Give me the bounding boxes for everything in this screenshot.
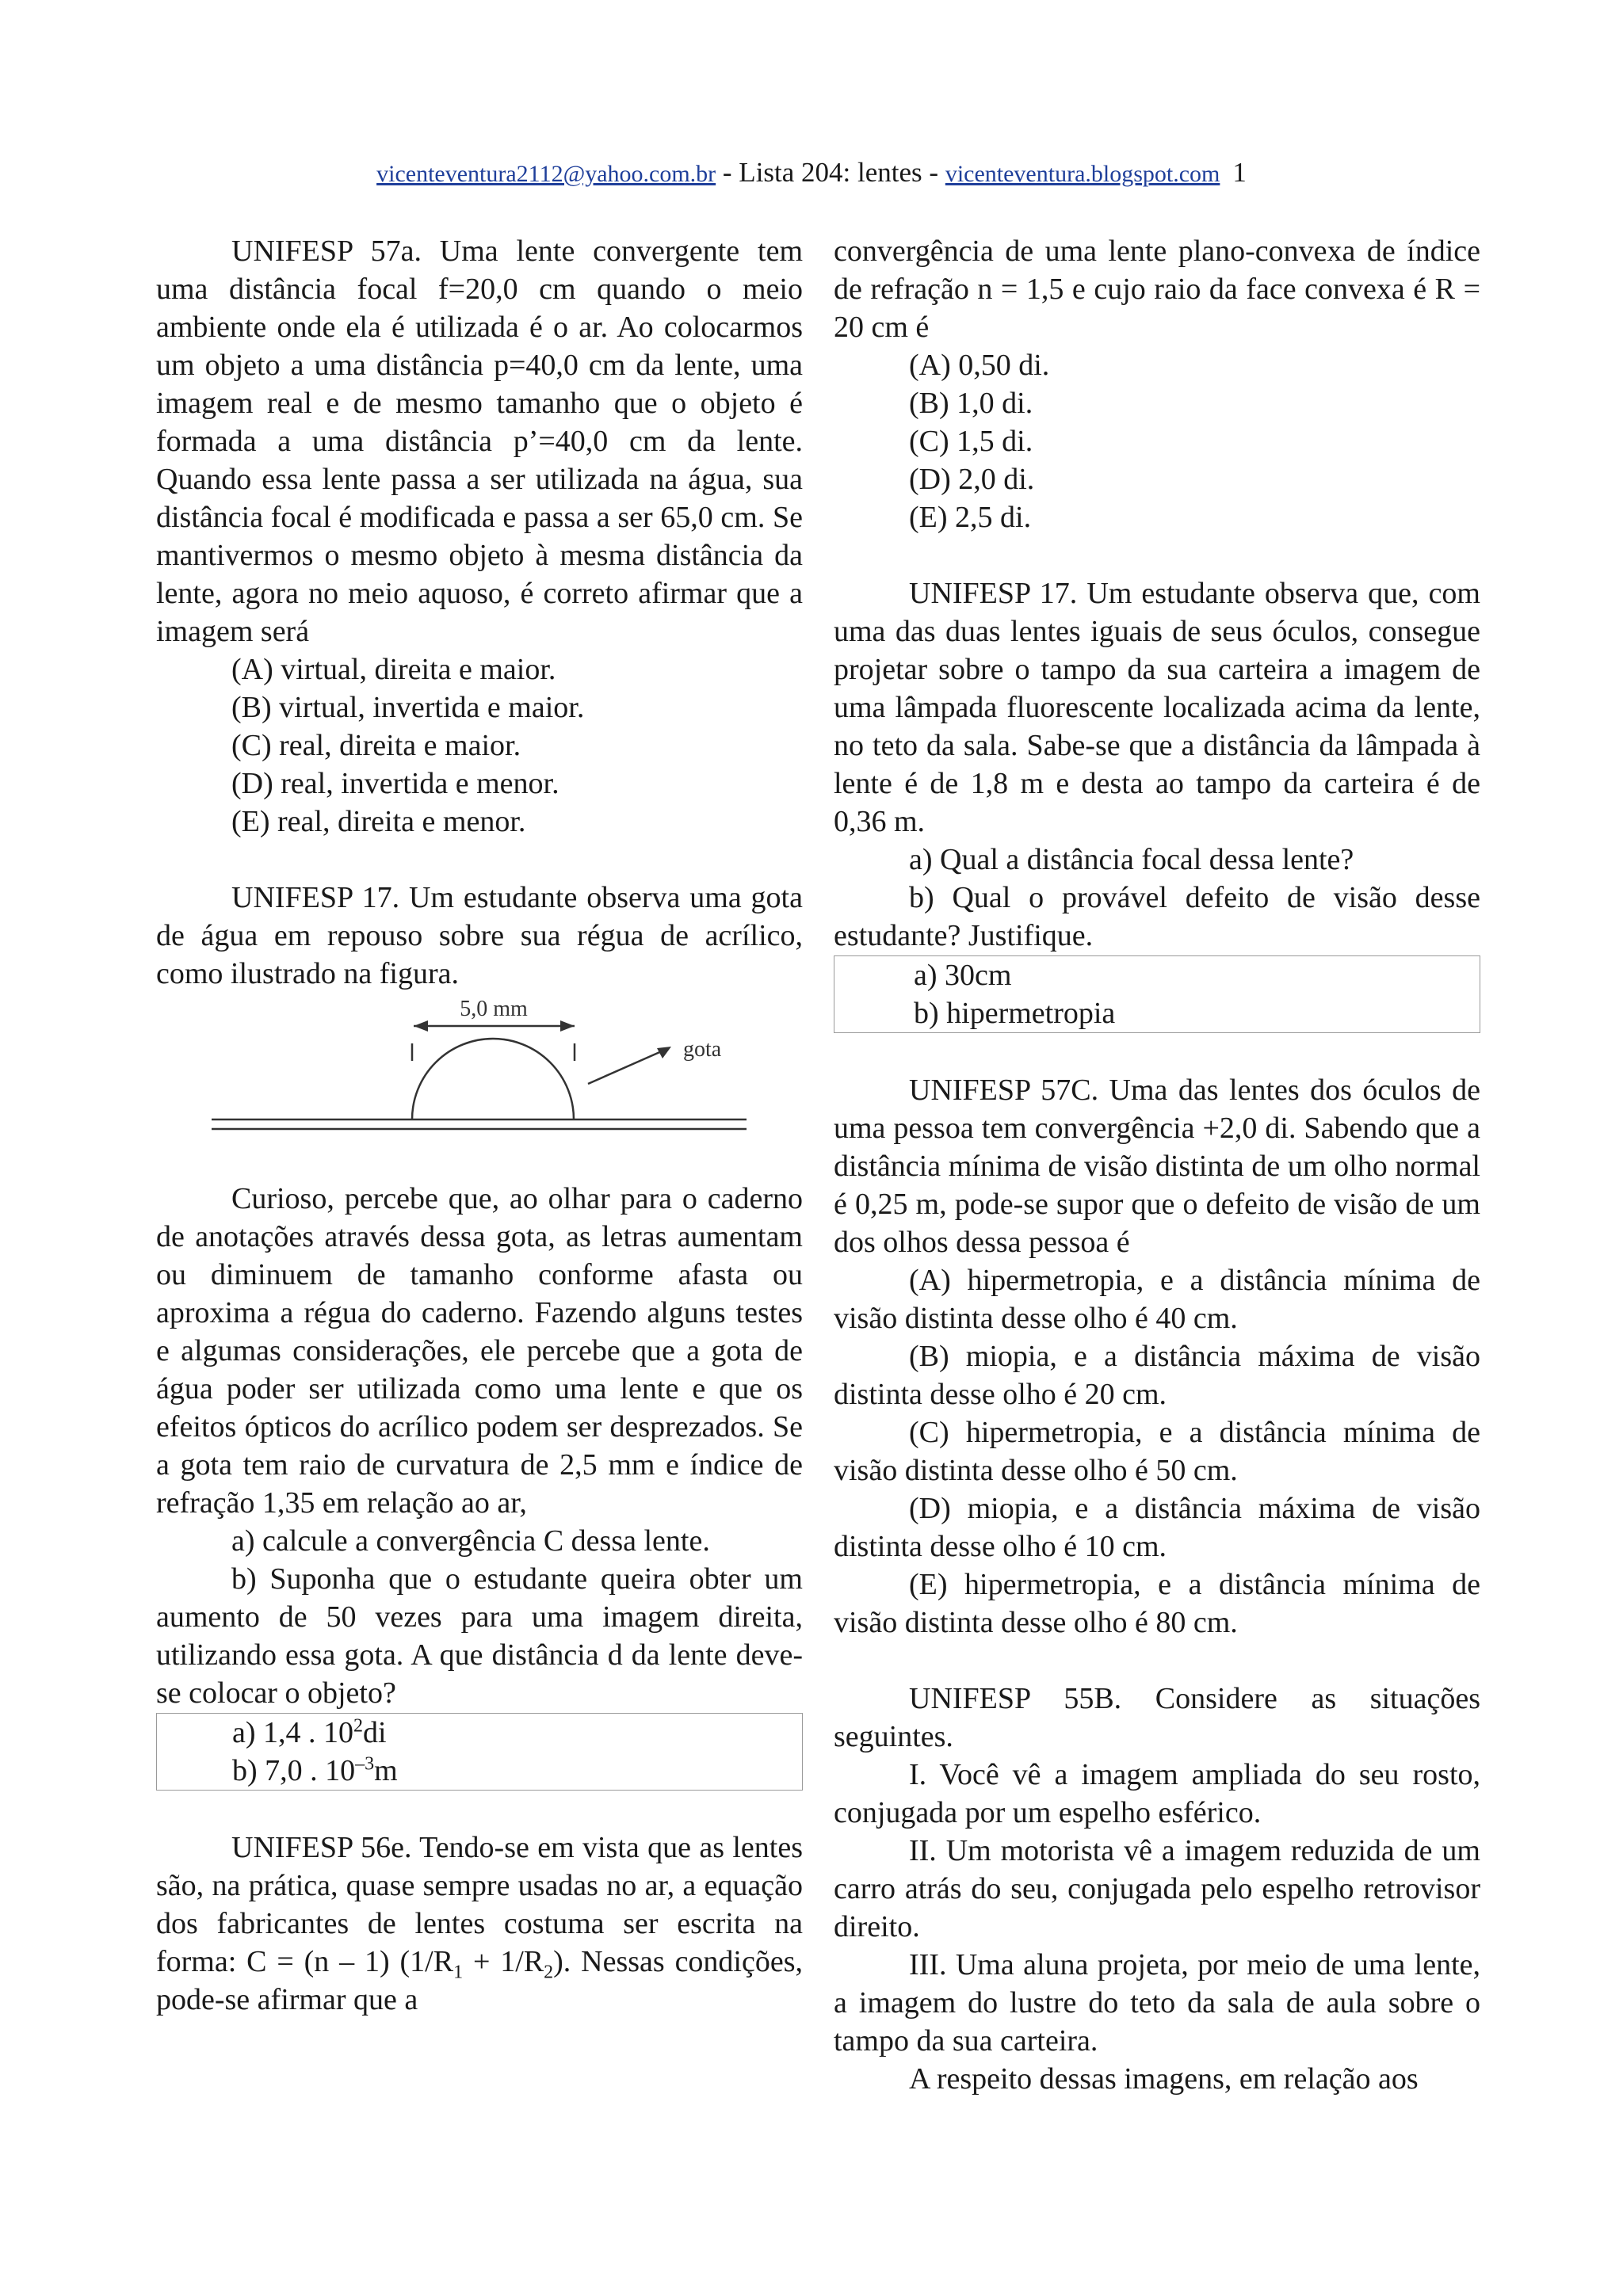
page-number: 1 [1232, 157, 1247, 188]
question-57a-option-c: (C) real, direita e maior. [231, 729, 521, 762]
question-17-drop-text: UNIFESP 17. Um estudante observa uma gota de água em repouso sobre sua régua de acrílico, como ilustrado na figura. [156, 881, 803, 990]
header-title: - Lista 204: lentes - [716, 157, 945, 188]
question-57c-text: UNIFESP 57C. Uma das lentes dos óculos de uma pessoa tem convergência +2,0 di. Sabendo que a distância mínima de visão distinta de um olho normal é 0,25 m, pode-se supor que o defeito de visão de um dos olhos dessa pessoa é [834, 1074, 1480, 1259]
question-56e-option-a: (A) 0,50 di. [909, 349, 1050, 382]
water-drop-figure [156, 993, 803, 1180]
question-57c-option-a: (A) hipermetropia, e a distância mínima de visão distinta desse olho é 40 cm. [834, 1264, 1480, 1335]
question-56e-option-b: (B) 1,0 di. [909, 387, 1033, 420]
question-17-lens-text: UNIFESP 17. Um estudante observa que, com uma das duas lentes iguais de seus óculos, consegue projetar sobre o tampo da sua carteira a imagem de uma lâmpada fluorescente localizada acima da lente, no teto da sala. Sabe-se que a distância da lâmpada à lente é de 1,8 m e desta ao tampo da carteira é de 0,36 m. [834, 577, 1480, 838]
page-header [0, 155, 1623, 192]
dimension-label: 5,0 mm [460, 997, 528, 1021]
answer-box-17-drop [156, 1713, 803, 1791]
answer-b: b) hipermetropia [914, 997, 1116, 1030]
answer-a: a) 1,4 . $10^2di$ [232, 1715, 387, 1749]
answer-b: b) 7,0 . $10^{-3}m$ [232, 1753, 398, 1787]
question-55b-text: UNIFESP 55B. Considere as situações seguintes. [834, 1682, 1480, 1753]
right-column [834, 232, 1480, 2098]
question-57a-option-d: (D) real, invertida e menor. [231, 767, 559, 800]
left-column [156, 232, 803, 2019]
question-57c-option-d: (D) miopia, e a distância máxima de visão distinta desse olho é 10 cm. [834, 1492, 1480, 1563]
question-57c-option-b: (B) miopia, e a distância máxima de visão distinta desse olho é 20 cm. [834, 1340, 1480, 1411]
dimension-arrow-left [414, 1020, 428, 1032]
question-17-item-a: a) calcule a convergência C dessa lente. [231, 1524, 710, 1558]
drop-label: gota [683, 1037, 722, 1062]
question-57a-text: UNIFESP 57a. Uma lente convergente tem uma distância focal f=20,0 cm quando o meio ambiente onde ela é utilizada é o ar. Ao colocarmos um objeto a uma distância p=40,0 cm da lente, uma imagem real e de mesmo tamanho que o objeto é formada a uma distância p’=40,0 cm da lente. Quando essa lente passa a ser utilizada na água, sua distância focal é modificada e passa a ser 65,0 cm. Se mantivermos o mesmo objeto à mesma distância da lente, agora no meio aquoso, é correto afirmar que a imagem será [156, 235, 803, 648]
dimension-arrow-right [560, 1020, 575, 1032]
question-56e-option-e: (E) 2,5 di. [909, 501, 1032, 534]
question-56e-text: UNIFESP 56e. Tendo-se em vista que as lentes são, na prática, quase sempre usadas no ar, a equação dos fabricantes de lentes costuma ser escrita na forma: C = (n – 1) $(1/R_1 + 1/R_2)$. Nessas condições, pode-se afirmar que a [156, 1831, 804, 2016]
drop-outline [412, 1039, 574, 1119]
question-57c-option-c: (C) hipermetropia, e a distância mínima de visão distinta desse olho é 50 cm. [834, 1416, 1480, 1487]
question-17-lens-item-a: a) Qual a distância focal dessa lente? [909, 843, 1354, 876]
answer-box-17-lens [834, 955, 1480, 1033]
water-drop-diagram [156, 993, 803, 1180]
question-55b-item-1: I. Você vê a imagem ampliada do seu rosto, conjugada por um espelho esférico. [834, 1758, 1480, 1829]
pointer-line [588, 1051, 663, 1084]
question-56e-option-c: (C) 1,5 di. [909, 425, 1033, 458]
question-57c-option-e: (E) hipermetropia, e a distância mínima de visão distinta desse olho é 80 cm. [834, 1568, 1480, 1639]
answer-a: a) 30cm [914, 959, 1012, 992]
question-17-item-b: b) Suponha que o estudante queira obter um aumento de 50 vezes para uma imagem direita, utilizando essa gota. A que distância d da lente deve-se colocar o objeto? [156, 1562, 803, 1710]
question-55b-last-line: A respeito dessas imagens, em relação aos [909, 2062, 1419, 2096]
email-link[interactable]: vicenteventura2112@yahoo.com.br [376, 161, 716, 187]
question-56e-continued: convergência de uma lente plano-convexa de índice de refração n = 1,5 e cujo raio da face convexa é R = 20 cm é [834, 235, 1480, 344]
question-57a-option-e: (E) real, direita e menor. [231, 805, 526, 838]
question-57a-option-b: (B) virtual, invertida e maior. [231, 691, 585, 724]
question-17-drop-text-2: Curioso, percebe que, ao olhar para o caderno de anotações através dessa gota, as letras aumentam ou diminuem de tamanho conforme afasta ou aproxima a régua do caderno. Fazendo alguns testes e algumas considerações, ele percebe que a gota de água poder ser utilizada como uma lente e que os efeitos ópticos do acrílico podem ser desprezados. Se a gota tem raio de curvatura de 2,5 mm e índice de refração 1,35 em relação ao ar, [156, 1182, 803, 1520]
blog-link[interactable]: vicenteventura.blogspot.com [945, 161, 1220, 187]
question-55b-item-3: III. Uma aluna projeta, por meio de uma lente, a imagem do lustre do teto da sala de aula sobre o tampo da sua carteira. [834, 1948, 1480, 2058]
question-56e-option-d: (D) 2,0 di. [909, 463, 1035, 496]
question-17-lens-item-b: b) Qual o provável defeito de visão desse estudante? Justifique. [834, 881, 1480, 952]
question-55b-item-2: II. Um motorista vê a imagem reduzida de um carro atrás do seu, conjugada pelo espelho retrovisor direito. [834, 1834, 1480, 1943]
question-57a-option-a: (A) virtual, direita e maior. [231, 653, 556, 686]
